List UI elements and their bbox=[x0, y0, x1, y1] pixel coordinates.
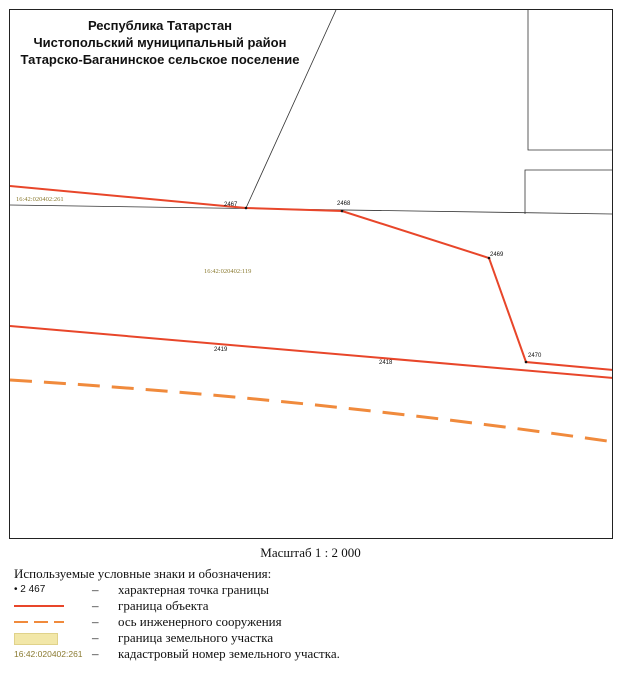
title-line-3: Татарско-Баганинское сельское поселение bbox=[20, 52, 300, 67]
point-label-2470: 2470 bbox=[528, 353, 542, 359]
parcel-boundary-line bbox=[525, 170, 613, 214]
boundary-point-symbol: • 2 467 bbox=[14, 584, 46, 595]
object-boundary-top bbox=[10, 186, 613, 370]
legend-dash: – bbox=[92, 646, 99, 661]
title-line-1: Республика Татарстан bbox=[87, 18, 233, 33]
legend-text-parcel: граница земельного участка bbox=[118, 630, 274, 645]
point-label-2468: 2468 bbox=[337, 201, 351, 207]
legend-row-parcel bbox=[14, 630, 574, 646]
legend-dash: – bbox=[92, 630, 99, 645]
engineering-axis-line bbox=[10, 380, 613, 442]
parcel-boundary-symbol bbox=[14, 630, 74, 646]
point-label-2467: 2467 bbox=[224, 202, 238, 208]
legend-text-point: характерная точка границы bbox=[118, 582, 269, 597]
legend-row-object bbox=[14, 598, 574, 614]
point-label-2418: 2418 bbox=[379, 360, 393, 366]
legend-dash: – bbox=[92, 582, 99, 597]
map-canvas bbox=[10, 10, 613, 539]
boundary-point bbox=[245, 207, 248, 210]
legend-row-axis bbox=[14, 614, 574, 630]
cadastral-label-main: 16:42:020402:119 bbox=[204, 268, 252, 275]
legend-text-object: граница объекта bbox=[118, 598, 209, 613]
legend-title: Используемые условные знаки и обозначения: bbox=[14, 566, 272, 581]
legend-row-point bbox=[14, 582, 574, 598]
boundary-point bbox=[341, 210, 344, 213]
point-label-2469: 2469 bbox=[490, 252, 504, 258]
map-frame bbox=[9, 9, 613, 539]
title-line-2: Чистопольский муниципальный район bbox=[33, 35, 287, 50]
legend-text-cadastral: кадастровый номер земельного участка. bbox=[118, 646, 340, 661]
object-boundary-symbol bbox=[14, 598, 74, 614]
cadastral-number-symbol: 16:42:020402:261 bbox=[14, 649, 83, 659]
legend-dash: – bbox=[92, 614, 99, 629]
point-label-2419: 2419 bbox=[214, 347, 228, 353]
boundary-point bbox=[525, 361, 528, 364]
legend-row-cadastral bbox=[14, 646, 574, 662]
scale-label: Масштаб 1 : 2 000 bbox=[260, 545, 361, 560]
parcel-boundary-line bbox=[528, 10, 613, 150]
cadastral-label-north: 16:42:020402:261 bbox=[16, 196, 64, 203]
legend-text-axis: ось инженерного сооружения bbox=[118, 614, 282, 629]
engineering-axis-symbol bbox=[14, 614, 74, 630]
legend-dash: – bbox=[92, 598, 99, 613]
